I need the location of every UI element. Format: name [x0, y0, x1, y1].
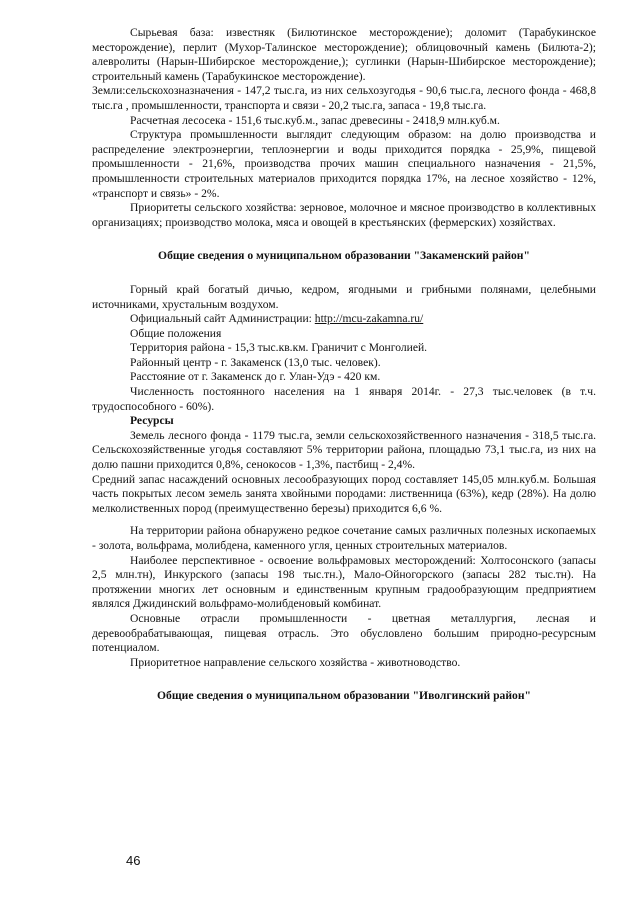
land-resources-paragraph: Земель лесного фонда - 1179 тыс.га, земли сельскохозяйственного назначения - 318,5 тыс.га. Сельскохозяйственные угодья составляют 5% территории района, площадью 73,1 тыс.га, из них на долю пашни приходится 0,8%, сенокосов - 1,3%, пастбищ - 2,4%. [92, 428, 596, 472]
timber-stock-paragraph: Средний запас насаждений основных лесообразующих пород составляет 145,05 млн.куб.м. Большая часть покрытых лесом земель занята хвойными породами: лиственница (63%), кедр (28%). На долю мелколиственных пород (преимущественно березы) приходится 6,6 %. [92, 472, 596, 515]
district-center-line: Районный центр - г. Закаменск (13,0 тыс. человек). [130, 355, 381, 369]
land-paragraph: Земли:сельскохозназначения - 147,2 тыс.га, из них сельхозугодья - 90,6 тыс.га, лесного фонда - 468,8 тыс.га , промышленности, транспорта и связи - 20,2 тыс.га, запаса - 19,8 тыс.га. [92, 84, 596, 112]
intro-paragraph: Горный край богатый дичью, кедром, ягодными и грибными полянами, целебными источниками, хрустальным воздухом. [92, 282, 596, 311]
raw-materials-paragraph: Сырьевая база: известняк (Билютинское месторождение); доломит (Тарабукинское месторождение), перлит (Мухор-Талинское месторождение); облицовочный камень (Билюта-2); алевролиты (Нарын-Шибирское месторождение,); суглинки (Нарын-Шибирское месторождение); строительный камень (Тарабукинское месторождение). [92, 26, 596, 83]
forest-paragraph: Расчетная лесосека - 151,6 тыс.куб.м., запас древесины - 2418,9 млн.куб.м. [130, 113, 500, 127]
document-page [92, 26, 596, 704]
minerals-paragraph: На территории района обнаружено редкое сочетание самых различных полезных ископаемых - золота, вольфрама, молибдена, каменного угля, ценных строительных материалов. [92, 524, 596, 552]
territory-line: Территория района - 15,3 тыс.кв.км. Граничит с Монголией. [130, 341, 428, 355]
livestock-priority-line: Приоритетное направление сельского хозяйства - животноводство. [130, 655, 461, 669]
population-paragraph: Численность постоянного населения на 1 января 2014г. - 27,3 тыс.человек (в т.ч. трудоспособного - 60%). [92, 385, 596, 413]
resources-title: Ресурсы [130, 414, 174, 428]
agriculture-priorities-paragraph: Приоритеты сельского хозяйства: зерновое, молочное и мясное производство в коллективных организациях; производство молока, мяса и овощей в крестьянских (фермерских) хозяйствах. [92, 201, 596, 229]
tungsten-deposits-paragraph: Наиболее перспективное - освоение вольфрамовых месторождений: Холтосонского (запасы 2,5 млн.тн), Инкурского (запасы 198 тыс.тн.), Мало-Ойногорского (запасы 282 тыс.тн). На протяжении многих лет основным и единственным крупным градообразующим предприятием являлся Джидинский вольфрамо-молибденовый комбинат. [92, 553, 596, 611]
official-site-label: Официальный сайт Администрации: [130, 312, 315, 326]
official-site-link[interactable]: http://mcu-zakamna.ru/ [314, 312, 424, 326]
main-industries-paragraph: Основные отрасли промышленности - цветная металлургия, лесная и деревообрабатывающая, пищевая отрасль. Это обусловлено большим природно-ресурсным потенциалом. [92, 611, 596, 655]
section-heading-ivolginsky: Общие сведения о муниципальном образовании "Иволгинский район" [157, 689, 531, 703]
general-provisions-label: Общие положения [130, 326, 222, 340]
official-site-line [92, 312, 596, 327]
distance-line: Расстояние от г. Закаменск до г. Улан-Удэ - 420 км. [130, 370, 381, 384]
section-heading-zakamensky: Общие сведения о муниципальном образовании "Закаменский район" [158, 249, 530, 263]
page-number: 46 [126, 853, 141, 868]
industry-structure-paragraph: Структура промышленности выглядит следующим образом: на долю производства и распределение электроэнергии, теплоэнергии и воды приходится порядка - 25,9%, пищевой промышленности - 21,6%, производства прочих машин специального назначения - 21,5%, промышленности строительных материалов приходится порядка 17%, на лесное хозяйство - 12%, «транспорт и связь» - 2%. [92, 128, 596, 200]
